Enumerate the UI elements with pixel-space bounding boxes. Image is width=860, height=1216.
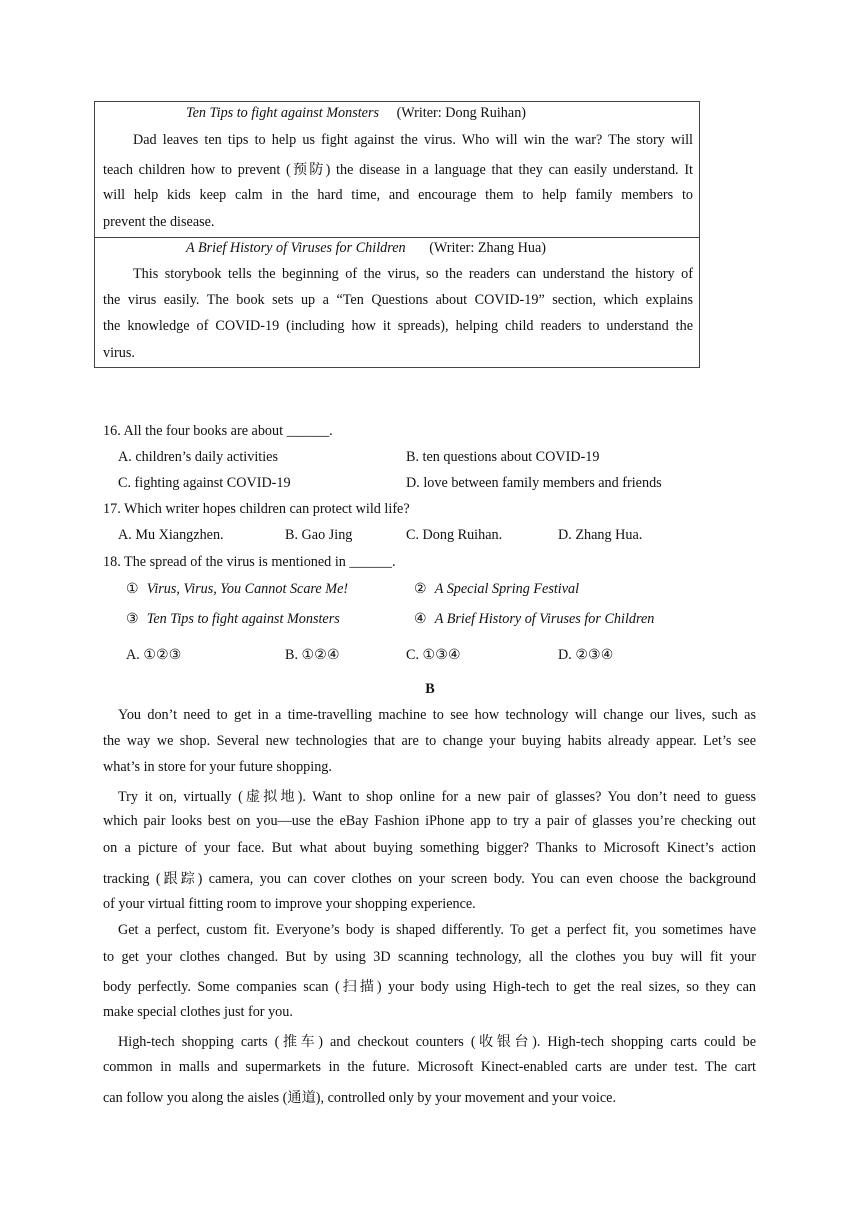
book-writer: (Writer: Dong Ruihan) [396,105,527,121]
question-16-stem: 16. All the four books are about ______. [103,423,333,439]
book-title: A Brief History of Viruses for Children [186,240,406,256]
question-16-option-d: D. love between family members and friends [406,475,662,491]
item-title: Ten Tips to fight against Monsters [146,611,340,627]
question-17-option-c: C. Dong Ruihan. [406,527,503,543]
item-title: Virus, Virus, You Cannot Scare Me! [146,581,349,597]
question-18-option-b: B. ①②④ [285,647,340,663]
book-title-row [186,105,526,122]
item-number: ③ [126,611,139,627]
question-16-option-a: A. children’s daily activities [118,449,278,465]
book-description-line: prevent the disease. [103,214,215,230]
book-title: Ten Tips to fight against Monsters [186,105,380,121]
item-title: A Special Spring Festival [434,581,580,597]
question-18-option-a: A. ①②③ [126,647,182,663]
book-description-line: the knowledge of COVID-19 (including how it spreads), helping child readers to understand the [103,318,693,334]
passage-line: body perfectly. Some companies scan (扫描) your body using High-tech to get the real sizes, so they can [103,979,756,995]
passage-line: Try it on, virtually (虚拟地). Want to shop online for a new pair of glasses? You don’t need to guess [118,789,756,805]
section-b-heading: B [425,681,435,697]
passage-line: High-tech shopping carts (推车) and checkout counters (收银台). High-tech shopping carts could be [118,1034,756,1050]
book-description-line: This storybook tells the beginning of the virus, so the readers can understand the history of [133,266,693,282]
question-17-option-d: D. Zhang Hua. [558,527,643,543]
passage-line: tracking (跟踪) camera, you can cover clothes on your screen body. You can even choose the background [103,871,756,887]
item-number: ① [126,581,139,597]
passage-line: make special clothes just for you. [103,1004,293,1020]
question-18-option-d: D. ②③④ [558,647,614,663]
passage-line: what’s in store for your future shopping. [103,759,332,775]
book-description-line: teach children how to prevent (预防) the disease in a language that they can easily understand. It [103,162,693,178]
passage-line: the way we shop. Several new technologies that are to change your buying habits already appear. Let’s see [103,733,756,749]
passage-line: You don’t need to get in a time-travelling machine to see how technology will change our lives, such as [118,707,756,723]
passage-line: Get a perfect, custom fit. Everyone’s body is shaped differently. To get a perfect fit, you sometimes have [118,922,756,938]
question-18-item-1 [126,581,348,598]
book-description-line: will help kids keep calm in the hard time, and encourage them to help family members to [103,187,693,203]
question-18-stem: 18. The spread of the virus is mentioned in ______. [103,554,396,570]
passage-line: of your virtual fitting room to improve your shopping experience. [103,896,476,912]
item-number: ④ [414,611,427,627]
question-17-option-b: B. Gao Jing [285,527,353,543]
table-divider [95,237,699,238]
passage-line: to get your clothes changed. But by using 3D scanning technology, all the clothes you buy will fit your [103,949,756,965]
book-description-line: Dad leaves ten tips to help us fight against the virus. Who will win the war? The story will [133,132,693,148]
question-16-option-c: C. fighting against COVID-19 [118,475,291,491]
book-writer: (Writer: Zhang Hua) [429,240,547,256]
question-18-option-c: C. ①③④ [406,647,461,663]
book-description-line: virus. [103,345,135,361]
item-title: A Brief History of Viruses for Children [434,611,655,627]
item-number: ② [414,581,427,597]
passage-line: common in malls and supermarkets in the future. Microsoft Kinect-enabled carts are under test. The cart [103,1059,756,1075]
question-17-option-a: A. Mu Xiangzhen. [118,527,224,543]
question-18-item-4 [414,611,654,628]
book-table [94,101,700,368]
question-18-item-2 [414,581,579,598]
book-description-line: the virus easily. The book sets up a “Ten Questions about COVID-19” section, which explains [103,292,693,308]
passage-line: can follow you along the aisles (通道), controlled only by your movement and your voice. [103,1090,616,1106]
passage-line: which pair looks best on you—use the eBay Fashion iPhone app to try a pair of glasses you’re checking out [103,813,756,829]
book-title-row [186,240,546,257]
question-16-option-b: B. ten questions about COVID-19 [406,449,600,465]
question-17-stem: 17. Which writer hopes children can protect wild life? [103,501,410,517]
question-18-item-3 [126,611,340,628]
passage-line: on a picture of your face. But what about buying something bigger? Thanks to Microsoft Kinect’s action [103,840,756,856]
